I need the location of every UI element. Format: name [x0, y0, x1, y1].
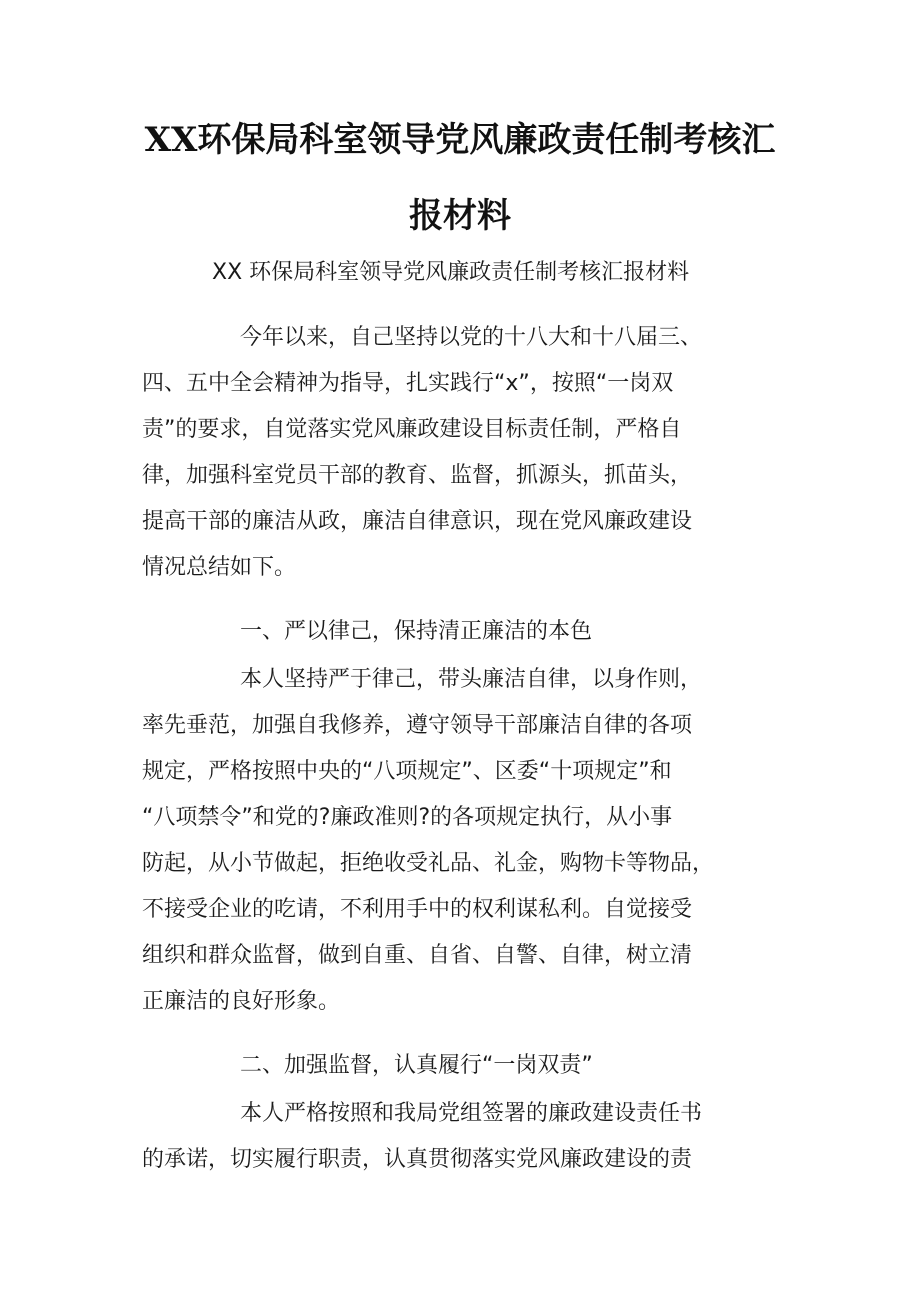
paragraph-line: 律，加强科室党员干部的教育、监督，抓源头，抓苗头，	[142, 463, 693, 488]
paragraph-line: 责”的要求，自觉落实党风廉政建设目标责任制，严格自	[142, 417, 682, 442]
document-title-line-2: 报材料	[409, 196, 511, 236]
paragraph-line: 四、五中全会精神为指导，扎实践行“x”，按照“一岗双	[142, 371, 674, 396]
document-subtitle: XX 环保局科室领导党风廉政责任制考核汇报材料	[212, 260, 690, 285]
paragraph-line: “八项禁令”和党的?廉政准则?的各项规定执行，从小事	[142, 805, 673, 830]
paragraph-line: 规定，严格按照中央的“八项规定”、区委“十项规定”和	[142, 759, 672, 784]
paragraph-line: 今年以来，自己坚持以党的十八大和十八届三、	[240, 325, 703, 350]
paragraph-line: 组织和群众监督，做到自重、自省、自警、自律，树立清	[142, 943, 693, 968]
section-heading-2: 二、加强监督，认真履行“一岗双责”	[240, 1053, 593, 1078]
paragraph-line: 防起，从小节做起，拒绝收受礼品、礼金，购物卡等物品，	[142, 851, 715, 876]
paragraph-line: 提高干部的廉洁从政，廉洁自律意识，现在党风廉政建设	[142, 509, 693, 534]
paragraph-line: 情况总结如下。	[142, 555, 297, 580]
document-title-line-1: XX环保局科室领导党风廉政责任制考核汇	[144, 120, 776, 160]
paragraph-line: 率先垂范，加强自我修养，遵守领导干部廉洁自律的各项	[142, 713, 693, 738]
paragraph-line: 正廉洁的良好形象。	[142, 989, 341, 1014]
section-heading-1: 一、严以律己，保持清正廉洁的本色	[240, 619, 593, 644]
paragraph-line: 本人严格按照和我局党组签署的廉政建设责任书	[240, 1101, 703, 1126]
paragraph-line: 的承诺，切实履行职责，认真贯彻落实党风廉政建设的责	[142, 1147, 693, 1172]
paragraph-line: 本人坚持严于律己，带头廉洁自律，以身作则，	[240, 667, 703, 692]
paragraph-line: 不接受企业的吃请，不利用手中的权利谋私利。自觉接受	[142, 897, 693, 922]
